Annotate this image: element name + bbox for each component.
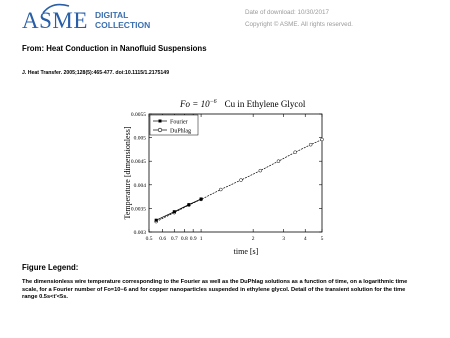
figure-legend-heading: Figure Legend: [22, 263, 79, 272]
duphlag-point [219, 188, 222, 191]
x-tick-label: 1 [199, 236, 203, 242]
series-group [155, 138, 324, 223]
fourier-point [187, 203, 190, 206]
y-tick-label: 0.003 [133, 230, 146, 236]
duphlag-series-line [156, 139, 322, 221]
fo-exponent: −6 [209, 99, 217, 105]
fourier-series-line [156, 199, 201, 220]
legend-duphlag-label: DuPhlag [170, 128, 191, 135]
asme-wordmark: ASME [22, 8, 88, 33]
collection-line1: DIGITAL [95, 10, 129, 20]
x-tick-label: 0.7 [170, 236, 178, 242]
article-citation[interactable]: J. Heat Transfer. 2005;128(5):465-477. doi:10.1115/1.2175149 [22, 70, 170, 76]
fourier-number-annotation [179, 99, 217, 109]
duphlag-point [309, 143, 312, 146]
chart-legend [150, 115, 198, 135]
duphlag-point [259, 169, 262, 172]
x-tick-label: 0.8 [180, 236, 188, 242]
temperature-chart [100, 86, 360, 258]
fo-label: Fo = 10 [180, 99, 210, 109]
fourier-point [173, 210, 176, 213]
y-tick-label: 0.0055 [130, 112, 146, 118]
duphlag-point [239, 179, 242, 182]
y-tick-label: 0.004 [133, 182, 146, 189]
x-tick-label: 3 [282, 236, 285, 242]
x-tick-label: 2 [251, 236, 255, 242]
y-axis-label: Temperature [dimensionless] [123, 126, 132, 220]
x-axis-label: time [s] [233, 247, 259, 256]
x-tick-label: 0.9 [189, 236, 197, 242]
legend-fourier-marker [159, 120, 162, 123]
x-tick-label: 0.6 [159, 236, 167, 242]
duphlag-point [294, 151, 297, 154]
download-date: Date of download: 10/30/2017 [245, 9, 330, 16]
legend-fourier-label: Fourier [170, 119, 188, 126]
digital-collection-wordmark [95, 11, 150, 30]
fourier-point [200, 197, 203, 200]
fourier-point [155, 219, 158, 222]
y-tick-label: 0.0045 [130, 159, 146, 166]
collection-line2: COLLECTION [95, 19, 151, 30]
duphlag-point [277, 160, 280, 163]
x-tick-label: 0.5 [145, 236, 153, 242]
y-tick-label: 0.0035 [130, 206, 146, 213]
chart-title: Cu in Ethylene Glycol [224, 99, 306, 109]
x-tick-label: 4 [303, 236, 307, 242]
legend-duphlag-marker [158, 128, 162, 132]
duphlag-point [321, 138, 324, 141]
article-title: From: Heat Conduction in Nanofluid Suspensions [22, 44, 207, 53]
x-tick-label: 5 [320, 236, 324, 242]
y-tick-label: 0.005 [133, 135, 146, 142]
figure-legend-text: The dimensionless wire temperature corresponding to the Fourier as well as the DuPhlag solutions as a function of time, on a logarithmic time scale, for a Fourier number of Fo=10−6 and for copper nanoparticles suspended in ethylene glycol. Detail of the transient solution for the time range 0.5s<t'<5s. [22, 279, 408, 301]
copyright-notice: Copyright © ASME. All rights reserved. [245, 21, 353, 28]
